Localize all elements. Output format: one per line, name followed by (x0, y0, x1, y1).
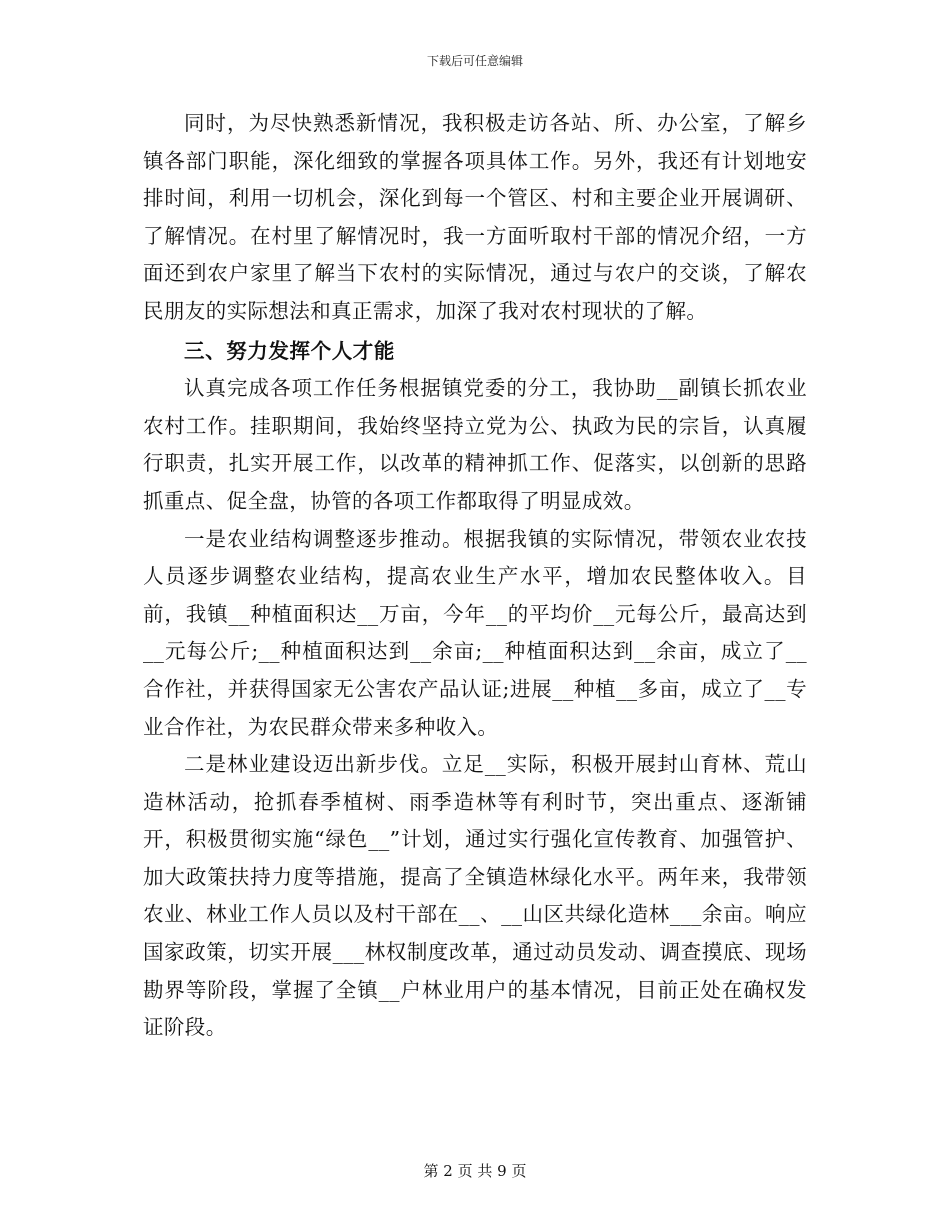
document-body (143, 105, 807, 1047)
page-header: 下载后可任意编辑 (426, 54, 523, 68)
page-number: 第 2 页 共 9 页 (423, 1162, 527, 1180)
section-heading: 三、努力发挥个人才能 (184, 338, 395, 363)
paragraph-agriculture: 一是农业结构调整逐步推动。根据我镇的实际情况，带领农业农技人员逐步调整农业结构，提高农业生产水平，增加农民整体收入。目前，我镇__种植面积达__万亩，今年__的平均价__元每公斤，最高达到__元每公斤;__种植面积达到__余亩;__种植面积达到__余亩，成立了__合作社，并获得国家无公害农产品认证;进展__种植__多亩，成立了__专业合作社，为农民群众带来多种收入。 (143, 526, 807, 739)
paragraph-forestry: 二是林业建设迈出新步伐。立足__实际，积极开展封山育林、荒山造林活动，抢抓春季植树、雨季造林等有利时节，突出重点、逐渐铺开，积极贯彻实施“绿色__”计划，通过实行强化宣传教育、加强管护、加大政策扶持力度等措施，提高了全镇造林绿化水平。两年来，我带领农业、林业工作人员以及村干部在__、__山区共绿化造林___余亩。响应国家政策，切实开展___林权制度改革，通过动员发动、调查摸底、现场勘界等阶段，掌握了全镇__户林业用户的基本情况，目前正处在确权发证阶段。 (143, 752, 807, 1040)
paragraph-visits: 同时，为尽快熟悉新情况，我积极走访各站、所、办公室，了解乡镇各部门职能，深化细致的掌握各项具体工作。另外，我还有计划地安排时间，利用一切机会，深化到每一个管区、村和主要企业开展调研、了解情况。在村里了解情况时，我一方面听取村干部的情况介绍，一方面还到农户家里了解当下农村的实际情况，通过与农户的交谈，了解农民朋友的实际想法和真正需求，加深了我对农村现状的了解。 (143, 111, 807, 323)
paragraph-duties: 认真完成各项工作任务根据镇党委的分工，我协助__副镇长抓农业农村工作。挂职期间，我始终坚持立党为公、执政为民的宗旨，认真履行职责，扎实开展工作，以改革的精神抓工作、促落实，以创新的思路抓重点、促全盘，协管的各项工作都取得了明显成效。 (143, 376, 807, 513)
